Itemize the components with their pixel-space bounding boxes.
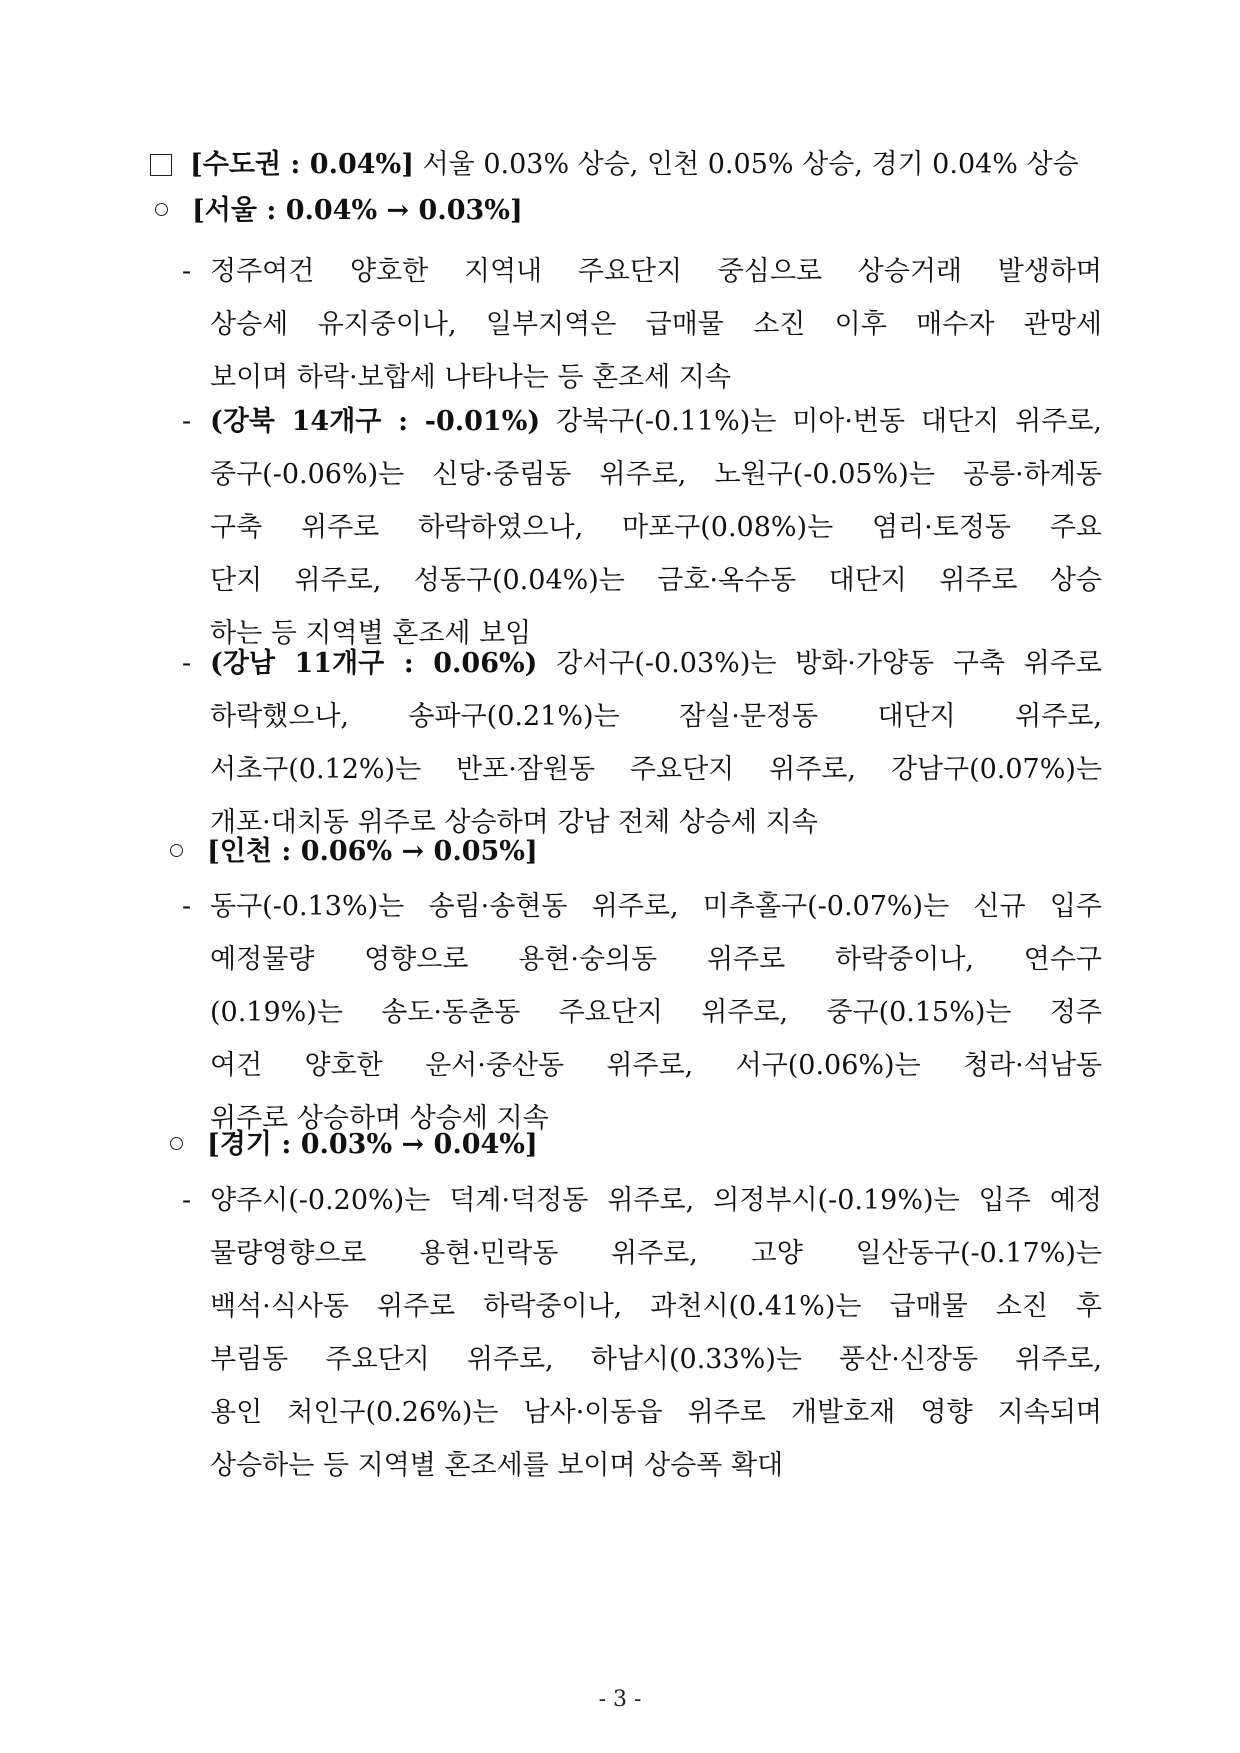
- square-bullet-icon: [150, 154, 172, 176]
- gangnam-first-line: (강남 11개구 : 0.06%) 강서구(-0.03%)는 방화·가양동 구축 위주로: [210, 648, 1102, 679]
- dash-bullet: -: [182, 256, 192, 287]
- circle-bullet-icon: [170, 1137, 183, 1150]
- incheon-paragraph: - 동구(-0.13%)는 송림·송현동 위주로, 미추홀구(-0.07%)는 신규 입주 예정물량 영향으로 용현·숭의동 위주로 하락중이나, 연수구 (0.19%)는 송도·동춘동 주요단지 위주로, 중구(0.15%)는 정주 여건 양호한 운서·중산동 위주로, 서구(0.06%)는 청라·석남동 위주로 상승하며 상승세 지속: [182, 880, 1102, 1145]
- seoul-title: [서울 : 0.04% → 0.03%]: [155, 191, 523, 231]
- seoul-paragraph-gangnam: - (강남 11개구 : 0.06%) 강서구(-0.03%)는 방화·가양동 구축 위주로 하락했으나, 송파구(0.21%)는 잠실·문정동 대단지 위주로, 서초구(0.12%)는 반포·잠원동 주요단지 위주로, 강남구(0.07%)는 개포·대치동 위주로 상승하며 강남 전체 상승세 지속: [182, 637, 1102, 849]
- gyeonggi-title: [경기 : 0.03% → 0.04%]: [170, 1125, 538, 1165]
- section-heading: [150, 145, 1110, 185]
- seoul-paragraph-gangbuk: - (강북 14개구 : -0.01%) 강북구(-0.11%)는 미아·번동 대단지 위주로, 중구(-0.06%)는 신당·중림동 위주로, 노원구(-0.05%)는 공릉·하계동 구축 위주로 하락하였으나, 마포구(0.08%)는 염리·토정동 주요 단지 위주로, 성동구(0.04%)는 금호·옥수동 대단지 위주로 상승 하는 등 지역별 혼조세 보임: [182, 395, 1102, 660]
- gangbuk-first-line: (강북 14개구 : -0.01%) 강북구(-0.11%)는 미아·번동 대단지 위주로,: [210, 406, 1102, 437]
- page-number: - 3 -: [598, 1687, 642, 1712]
- heading-text: 서울 0.03% 상승, 인천 0.05% 상승, 경기 0.04% 상승: [422, 149, 1079, 180]
- dash-bullet: -: [182, 1185, 192, 1216]
- circle-bullet-icon: [170, 844, 183, 857]
- heading-label: [수도권 : 0.04%]: [190, 149, 414, 180]
- incheon-title: [인천 : 0.06% → 0.05%]: [170, 832, 538, 872]
- dash-bullet: -: [182, 648, 192, 679]
- seoul-paragraph-1: - 정주여건 양호한 지역내 주요단지 중심으로 상승거래 발생하며 상승세 유지중이나, 일부지역은 급매물 소진 이후 매수자 관망세 보이며 하락·보합세 나타나는 등 혼조세 지속: [182, 245, 1102, 404]
- circle-bullet-icon: [155, 203, 168, 216]
- dash-bullet: -: [182, 406, 192, 437]
- dash-bullet: -: [182, 891, 192, 922]
- gyeonggi-paragraph: - 양주시(-0.20%)는 덕계·덕정동 위주로, 의정부시(-0.19%)는 입주 예정 물량영향으로 용현·민락동 위주로, 고양 일산동구(-0.17%)는 백석·식사동 위주로 하락중이나, 과천시(0.41%)는 급매물 소진 후 부림동 주요단지 위주로, 하남시(0.33%)는 풍산·신장동 위주로, 용인 처인구(0.26%)는 남사·이동읍 위주로 개발호재 영향 지속되며 상승하는 등 지역별 혼조세를 보이며 상승폭 확대: [182, 1174, 1102, 1492]
